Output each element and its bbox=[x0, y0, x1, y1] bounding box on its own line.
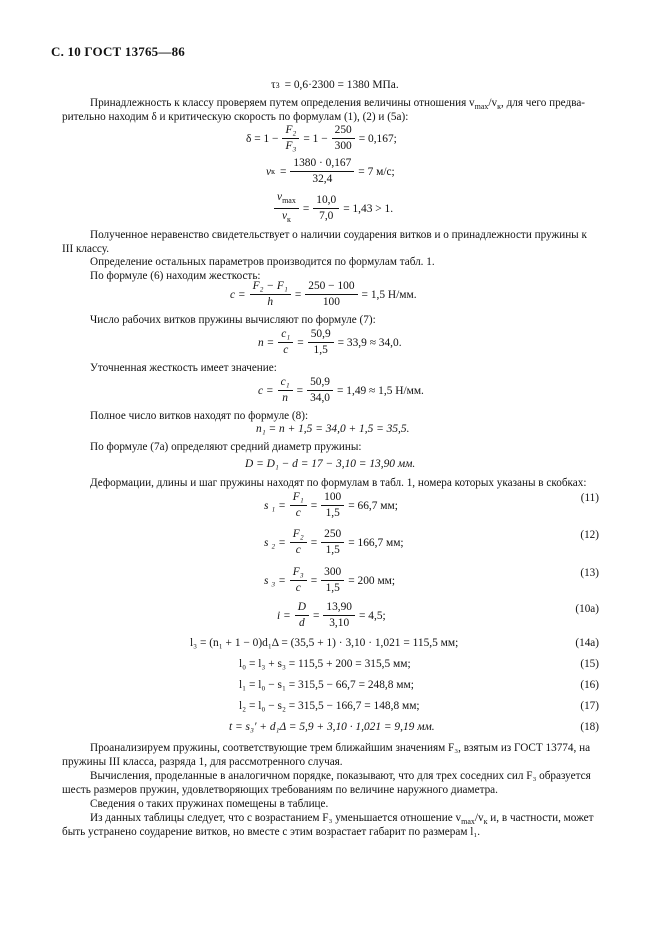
equation-number-13: (13) bbox=[580, 567, 599, 579]
paragraph-class-check-line2: рительно находим δ и критическую скорость по формулам (1), (2) и (5а): bbox=[62, 111, 409, 123]
paragraph-conclusion: Из данных таблицы следует, что с возрастанием F₃ уменьшается отношение $v_{max}/v_к$ и, в частности, может bbox=[90, 812, 594, 826]
paragraph-collision-line2: III классу. bbox=[62, 243, 110, 255]
equation-s2: s ₂ = $\frac{\text{F₂}}{c}$ = $\frac{250}{1,5}$ = 166,7 мм; bbox=[264, 528, 404, 556]
equation-l0: l₀ = l₃ + s₃ = 115,5 + 200 = 315,5 мм; bbox=[239, 658, 411, 670]
equation-number-17: (17) bbox=[580, 700, 599, 712]
equation-index: i = $\frac{D}{d}$ = $\frac{13,90}{3,10}$ = 4,5; bbox=[277, 601, 386, 629]
paragraph-analysis-line2: пружины III класса, разряда 1, для рассмотренного случая. bbox=[62, 756, 343, 768]
paragraph-total-turns: Полное число витков находят по формуле (8): bbox=[90, 410, 309, 422]
equation-mean-diameter: D = D₁ − d = 17 − 3,10 = 13,90 мм. bbox=[245, 458, 416, 470]
equation-total-turns: n₁ = n + 1,5 = 34,0 + 1,5 = 35,5. bbox=[256, 423, 410, 435]
equation-critical-speed: v к = $\frac{1380 \cdot 0,167}{32,4}$ = 7 м/с; bbox=[266, 157, 395, 185]
equation-refined-stiffness: c = $\frac{\text{c₁}}{n}$ = $\frac{50,9}{34,0}$ = 1,49 ≈ 1,5 Н/мм. bbox=[258, 376, 424, 404]
paragraph-conclusion-line2: быть устранено соударение витков, но вместе с этим возрастает габарит по размерам l₁. bbox=[62, 826, 481, 838]
equation-pitch: t = s₃′ + d₁Δ = 5,9 + 3,10 · 1,021 = 9,19 мм. bbox=[229, 721, 435, 733]
paragraph-collision: Полученное неравенство свидетельствует о наличии соударения витков и о принадлежности пружины к bbox=[90, 229, 587, 241]
paragraph-stiffness: По формуле (6) находим жесткость: bbox=[90, 270, 261, 282]
paragraph-working-turns: Число рабочих витков пружины вычисляют по формуле (7): bbox=[90, 314, 376, 326]
equation-number-16: (16) bbox=[580, 679, 599, 691]
paragraph-class-check: Принадлежность к классу проверяем путем определения величины отношения $v_{max}/v_к$, для чего предва- bbox=[90, 97, 586, 111]
equation-working-turns: n = $\frac{\text{c₁}}{c}$ = $\frac{50,9}{1,5}$ = 33,9 ≈ 34,0. bbox=[258, 328, 402, 356]
equation-number-15: (15) bbox=[580, 658, 599, 670]
equation-l1: l₁ = l₀ − s₁ = 315,5 − 66,7 = 248,8 мм; bbox=[239, 679, 414, 691]
paragraph-refined-stiffness: Уточненная жесткость имеет значение: bbox=[90, 362, 277, 374]
equation-speed-ratio: $v_{max}$ $v_к$ = $\frac{10,0}{7,0}$ = 1,43 > 1. bbox=[270, 191, 393, 226]
paragraph-mean-diameter: По формуле (7а) определяют средний диаметр пружины: bbox=[90, 441, 362, 453]
page-header: С. 10 ГОСТ 13765—86 bbox=[51, 44, 185, 59]
equation-tau: τ 3 = 0,6·2300 = 1380 МПа. bbox=[271, 79, 399, 91]
paragraph-params: Определение остальных параметров производится по формулам табл. 1. bbox=[90, 256, 435, 268]
paragraph-analysis: Проанализируем пружины, соответствующие трем ближайшим значениям F₃, взятым из ГОСТ 13774, на bbox=[90, 742, 591, 754]
equation-number-18: (18) bbox=[580, 721, 599, 733]
equation-s1: s ₁ = $\frac{\text{F₁}}{c}$ = $\frac{100}{1,5}$ = 66,7 мм; bbox=[264, 491, 398, 519]
equation-l3: l₃ = (n₁ + 1 − 0)d₁Δ = (35,5 + 1) · 3,10 · 1,021 = 115,5 мм; bbox=[190, 637, 459, 649]
paragraph-table-ref: Сведения о таких пружинах помещены в таблице. bbox=[90, 798, 329, 810]
paragraph-calculations: Вычисления, проделанные в аналогичном порядке, показывают, что для трех соседних сил F₃ образуется bbox=[90, 770, 591, 782]
equation-l2: l₂ = l₀ − s₂ = 315,5 − 166,7 = 148,8 мм; bbox=[239, 700, 420, 712]
paragraph-calculations-line2: шесть размеров пружин, удовлетворяющих требованиям по величине наружного диаметра. bbox=[62, 784, 498, 796]
equation-s3: s ₃ = $\frac{\text{F₃}}{c}$ = $\frac{300}{1,5}$ = 200 мм; bbox=[264, 566, 396, 594]
equation-number-14a: (14а) bbox=[575, 637, 599, 649]
equation-number-10a: (10а) bbox=[575, 603, 599, 615]
equation-number-12: (12) bbox=[580, 529, 599, 541]
paragraph-deformations: Деформации, длины и шаг пружины находят по формулам в табл. 1, номера которых указаны в скобках: bbox=[90, 477, 587, 489]
equation-stiffness: c = $\frac{\text{F₂ − F₁}}{h}$ = $\frac{250 - 100}{100}$ = 1,5 Н/мм. bbox=[230, 280, 417, 308]
equation-number-11: (11) bbox=[580, 492, 599, 504]
equation-delta: δ = 1 − $\frac{\text{F₂}}{\text{F₃}}$ = 1 − $\frac{250}{300}$ = 0,167; bbox=[246, 124, 397, 152]
